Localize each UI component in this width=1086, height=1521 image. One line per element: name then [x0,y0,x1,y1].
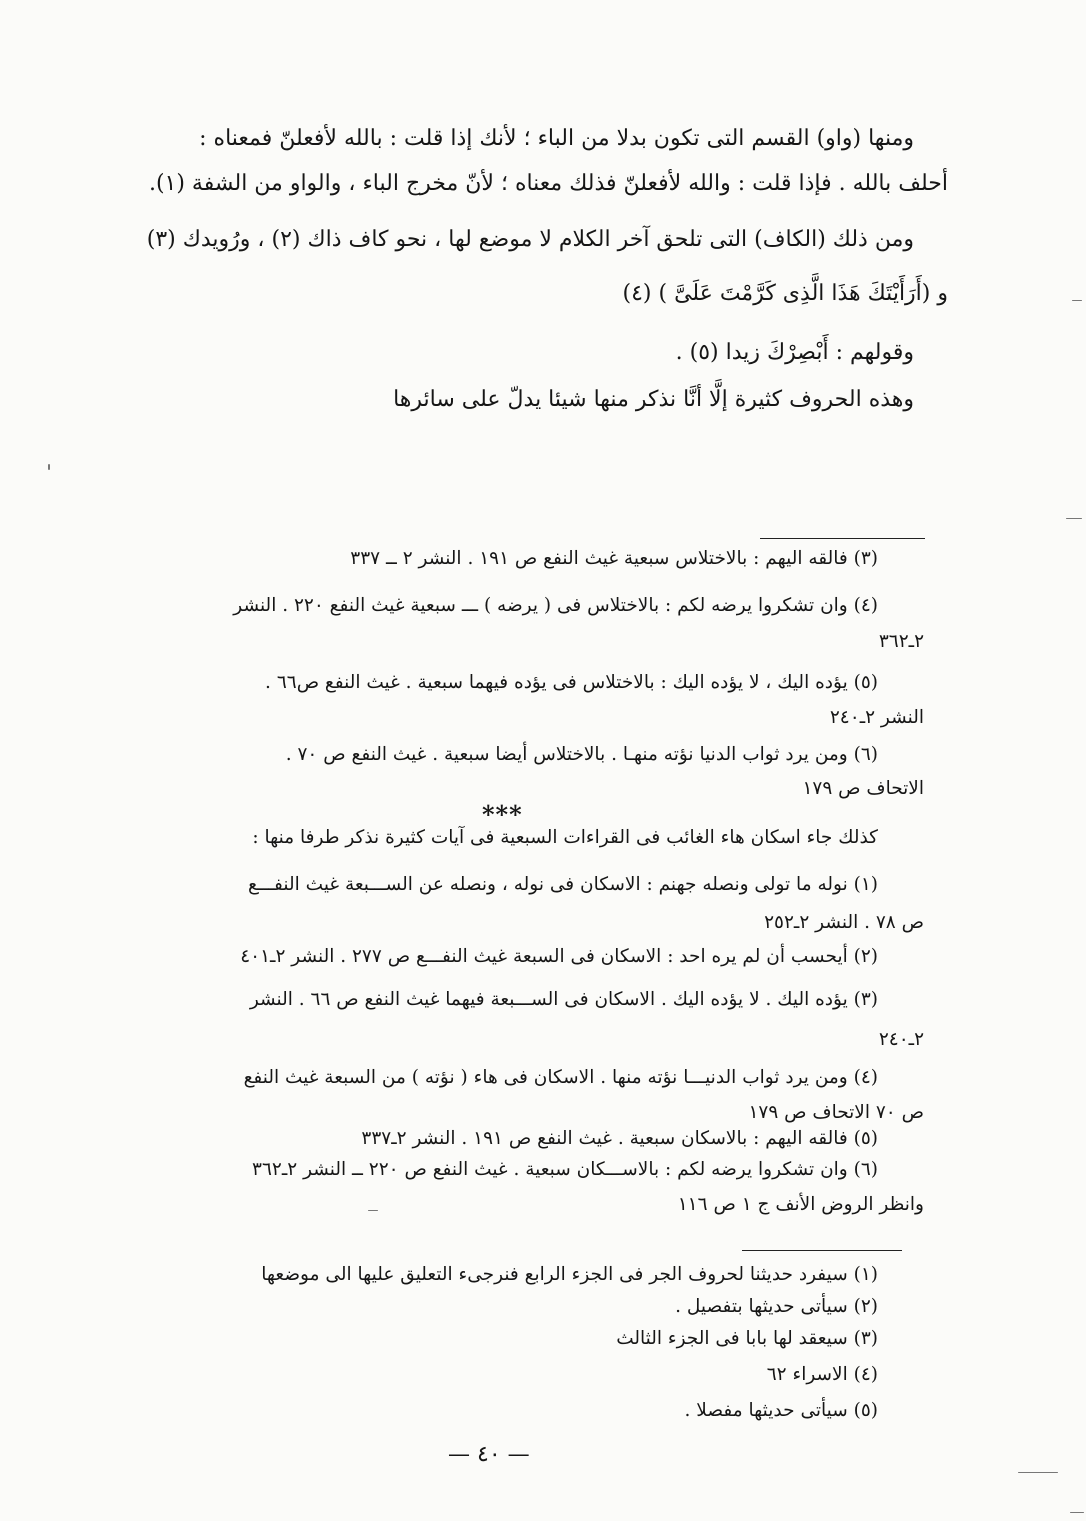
body-line-1: ومنها (واو) القسم التى تكون بدلا من الباء ؛ لأنك إذا قلت : بالله لأفعلنّ فمعناه : [199,126,914,151]
scan-speck [1066,518,1082,519]
footnote-separator-top [760,538,925,539]
top-note-4-cont: ٢ـ٣٦٢ [878,631,924,652]
top-note-6: (٦) ومن يرد ثواب الدنيا نؤته منهـا . بالاختلاس أيضا سبعية . غيث النفع ص ٧٠ . [285,744,878,765]
body-line-6: وهذه الحروف كثيرة إلَّا أنَّا نذكر منها شيئا يدلّ على سائرها [393,387,914,412]
scan-speck [1072,300,1082,301]
scan-speck [368,1210,378,1211]
body-line-5: وقولهم : أَبْصِرْكَ زيدا (٥) . [675,340,914,365]
section-stars: *** [482,800,523,829]
top-note-5-cont: النشر ٢ـ٢٤٠ [829,707,924,728]
bottom-note-1: (١) سيفرد حديثنا لحروف الجر فى الجزء الرابع فنرجىء التعليق عليها الى موضعها [261,1264,878,1285]
bottom-note-5: (٥) سيأتى حديثها مفصلا . [684,1400,878,1421]
sukun-intro: كذلك جاء اسكان هاء الغائب فى القراءات السبعية فى آيات كثيرة نذكر طرفا منها : [252,827,878,848]
body-line-4: و (أَرَأَيْتَكَ هَذَا الَّذِى كَرَّمْتَ عَلَىَّ ) (٤) [622,281,948,306]
top-note-5: (٥) يؤده اليك ، لا يؤده اليك : بالاختلاس فى يؤده فيهما سبعية . غيث النفع ص٦٦ . [265,672,878,693]
bottom-note-4: (٤) الاسراء ٦٢ [766,1364,878,1385]
scan-speck [48,464,50,470]
sukun-note-6-cont: وانظر الروض الأنف ج ١ ص ١١٦ [677,1194,924,1215]
bottom-note-3: (٣) سيعقد لها بابا فى الجزء الثالث [616,1328,878,1349]
footnote-separator-bottom [742,1250,902,1251]
sukun-note-1-cont: ص ٧٨ . النشر ٢ـ٢٥٢ [764,912,924,933]
sukun-note-3: (٣) يؤده اليك . لا يؤده اليك . الاسكان فى الســـبعة فيهما غيث النفع ص ٦٦ . النشر [249,989,878,1010]
top-note-4: (٤) وان تشكروا يرضه لكم : بالاختلاس فى ( يرضه ) ـــ سبعية غيث النفع ٢٢٠ . النشر [233,595,878,616]
bottom-note-2: (٢) سيأتى حديثها بتفصيل . [675,1296,878,1317]
scan-speck [1070,1512,1084,1513]
page-number: — ٤٠ — [448,1442,530,1467]
body-line-3: ومن ذلك (الكاف) التى تلحق آخر الكلام لا موضع لها ، نحو كاف ذاك (٢) ، ورُويدك (٣) [146,227,914,252]
sukun-note-4-cont: ص ٧٠ الاتحاف ص ١٧٩ [748,1102,924,1123]
sukun-note-3-cont: ٢ـ٢٤٠ [878,1029,924,1050]
sukun-note-4: (٤) ومن يرد ثواب الدنيـــا نؤته منها . الاسكان فى هاء ( نؤته ) من السبعة غيث النفع [243,1067,878,1088]
top-note-6-cont: الاتحاف ص ١٧٩ [802,778,924,799]
body-line-2: أحلف بالله . فإذا قلت : والله لأفعلنّ فذلك معناه ؛ لأنّ مخرج الباء ، والواو من الشفة (١). [148,171,948,196]
sukun-note-5: (٥) فالقه اليهم : بالاسكان سبعية . غيث النفع ص ١٩١ . النشر ٢ـ٣٣٧ [361,1128,878,1149]
sukun-note-6: (٦) وان تشكروا يرضه لكم : بالاســـكان سبعية . غيث النفع ص ٢٢٠ ــ النشر ٢ـ٣٦٢ [252,1159,878,1180]
top-note-3: (٣) فالقه اليهم : بالاختلاس سبعية غيث النفع ص ١٩١ . النشر ٢ ــ ٣٣٧ [350,548,878,569]
scan-speck [1018,1472,1058,1473]
sukun-note-1: (١) نوله ما تولى ونصله جهنم : الاسكان فى نوله ، ونصله عن الســـبعة غيث النفـــع [247,874,878,895]
sukun-note-2: (٢) أيحسب أن لم يره احد : الاسكان فى السبعة غيث النفـــع ص ٢٧٧ . النشر ٢ـ٤٠١ [240,946,878,967]
